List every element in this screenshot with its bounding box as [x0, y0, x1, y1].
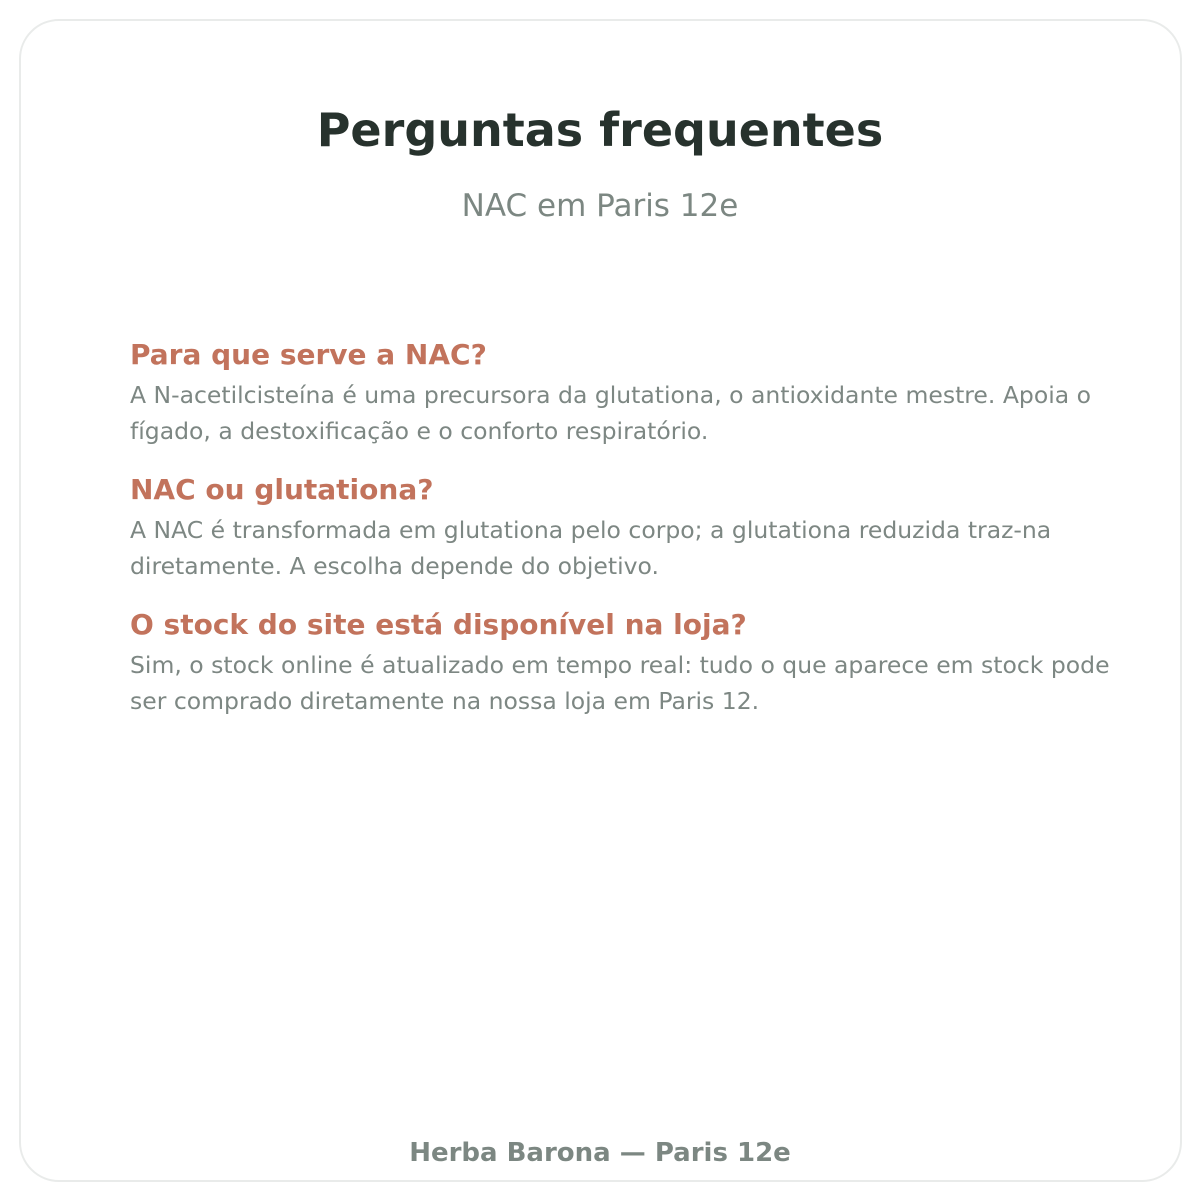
- faq-item: [130, 332, 1120, 449]
- faq-question: O stock do site está disponível na loja?: [130, 608, 747, 641]
- page-title: Perguntas frequentes: [316, 103, 884, 157]
- faq-list: [130, 332, 1120, 737]
- faq-item: [130, 602, 1120, 719]
- faq-item: [130, 467, 1120, 584]
- faq-question: NAC ou glutationa?: [130, 473, 434, 506]
- faq-answer: A N-acetilcisteína é uma precursora da glutationa, o antioxidante mestre. Apoia o fígado, a destoxificação e o conforto respiratório.: [130, 381, 1091, 445]
- faq-answer: Sim, o stock online é atualizado em tempo real: tudo o que aparece em stock pode ser comprado diretamente na nossa loja em Paris 12.: [130, 651, 1110, 715]
- faq-question: Para que serve a NAC?: [130, 338, 487, 371]
- page-subtitle: NAC em Paris 12e: [461, 188, 739, 224]
- faq-answer: A NAC é transformada em glutationa pelo corpo; a glutationa reduzida traz-na diretamente. A escolha depende do objetivo.: [130, 516, 1052, 580]
- footer-brand: Herba Barona — Paris 12e: [409, 1138, 791, 1168]
